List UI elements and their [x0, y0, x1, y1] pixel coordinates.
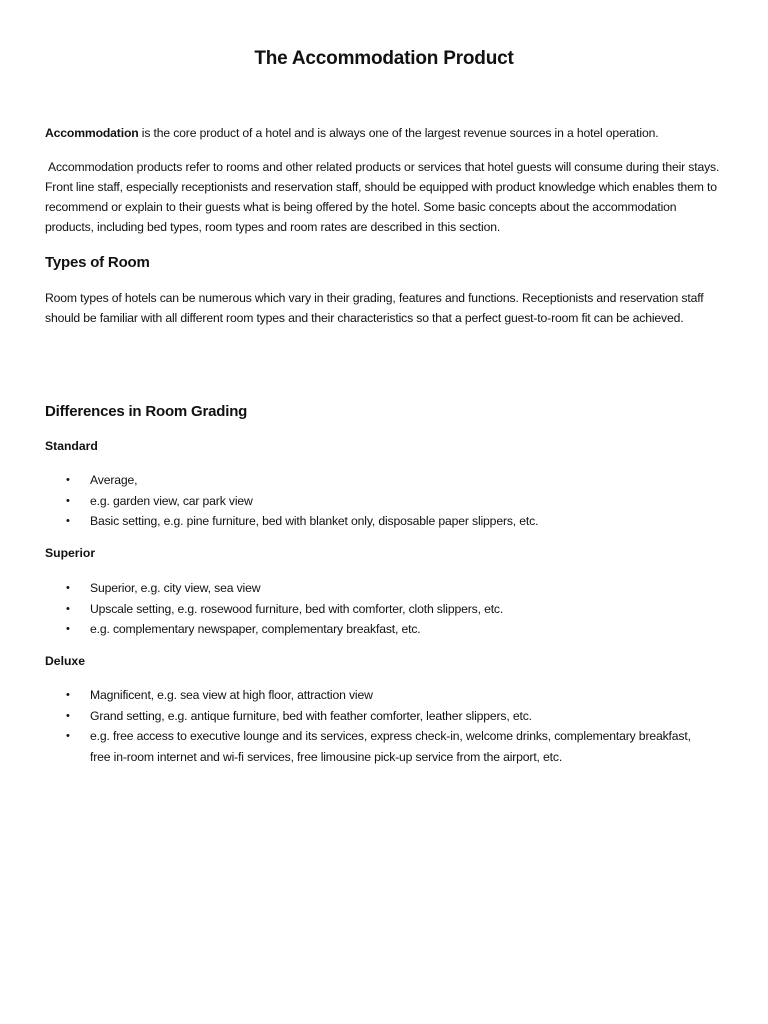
bullet-icon: • [66, 494, 70, 507]
list-item: • Superior, e.g. city view, sea view [45, 578, 705, 599]
bullet-icon: • [66, 709, 70, 722]
bullet-icon: • [66, 602, 70, 615]
bullet-icon: • [66, 689, 70, 701]
grade-standard-list [45, 470, 705, 532]
grade-superior-list [45, 578, 705, 640]
types-of-room-heading: Types of Room [45, 254, 150, 271]
bullet-icon: • [66, 623, 70, 635]
grade-deluxe-list [45, 685, 705, 767]
list-item: • Magnificent, e.g. sea view at high floor, attraction view [45, 685, 705, 706]
list-item: • Upscale setting, e.g. rosewood furniture, bed with comforter, cloth slippers, etc. [45, 599, 705, 620]
bullet-icon: • [66, 474, 70, 486]
list-item: • Basic setting, e.g. pine furniture, bed with blanket only, disposable paper slippers, etc. [45, 511, 705, 532]
bullet-icon: • [66, 515, 70, 527]
list-item: • e.g. garden view, car park view [45, 491, 705, 512]
grade-superior-label: Superior [45, 546, 96, 560]
accommodation-products-paragraph: Accommodation products refer to rooms and other related products or services that hotel guests will consume during their stays. Front line staff, especially receptionists and reservation staff, should be equipped with product knowledge which enables them to recommend or explain to their guests what is being offered by the hotel. Some basic concepts about the accommodation products, including bed types, room types and room rates are described in this section. [45, 160, 720, 234]
list-item: • e.g. complementary newspaper, complementary breakfast, etc. [45, 619, 705, 640]
types-of-room-paragraph: Room types of hotels can be numerous which vary in their grading, features and functions. Receptionists and reservation staff should be familiar with all different room types and their characteristics so that a perfect guest-to-room fit can be achieved. [45, 291, 704, 325]
list-item: • e.g. free access to executive lounge and its services, express check-in, welcome drinks, complementary breakfast, free in-room internet and wi-fi services, free limousine pick-up service from the airport, etc. [45, 726, 705, 767]
intro-text: is the core product of a hotel and is always one of the largest revenue sources in a hotel operation. [138, 126, 659, 140]
grade-deluxe-label: Deluxe [45, 654, 85, 668]
page-title: The Accommodation Product [254, 48, 514, 69]
bullet-icon: • [66, 730, 70, 742]
grade-standard-label: Standard [45, 439, 98, 453]
intro-lead: Accommodation [45, 126, 139, 140]
list-item: • Grand setting, e.g. antique furniture, bed with feather comforter, leather slippers, etc. [45, 706, 705, 727]
bullet-icon: • [66, 582, 70, 594]
intro-paragraph [45, 123, 735, 143]
room-grading-heading: Differences in Room Grading [45, 403, 248, 420]
list-item: • Average, [45, 470, 705, 491]
